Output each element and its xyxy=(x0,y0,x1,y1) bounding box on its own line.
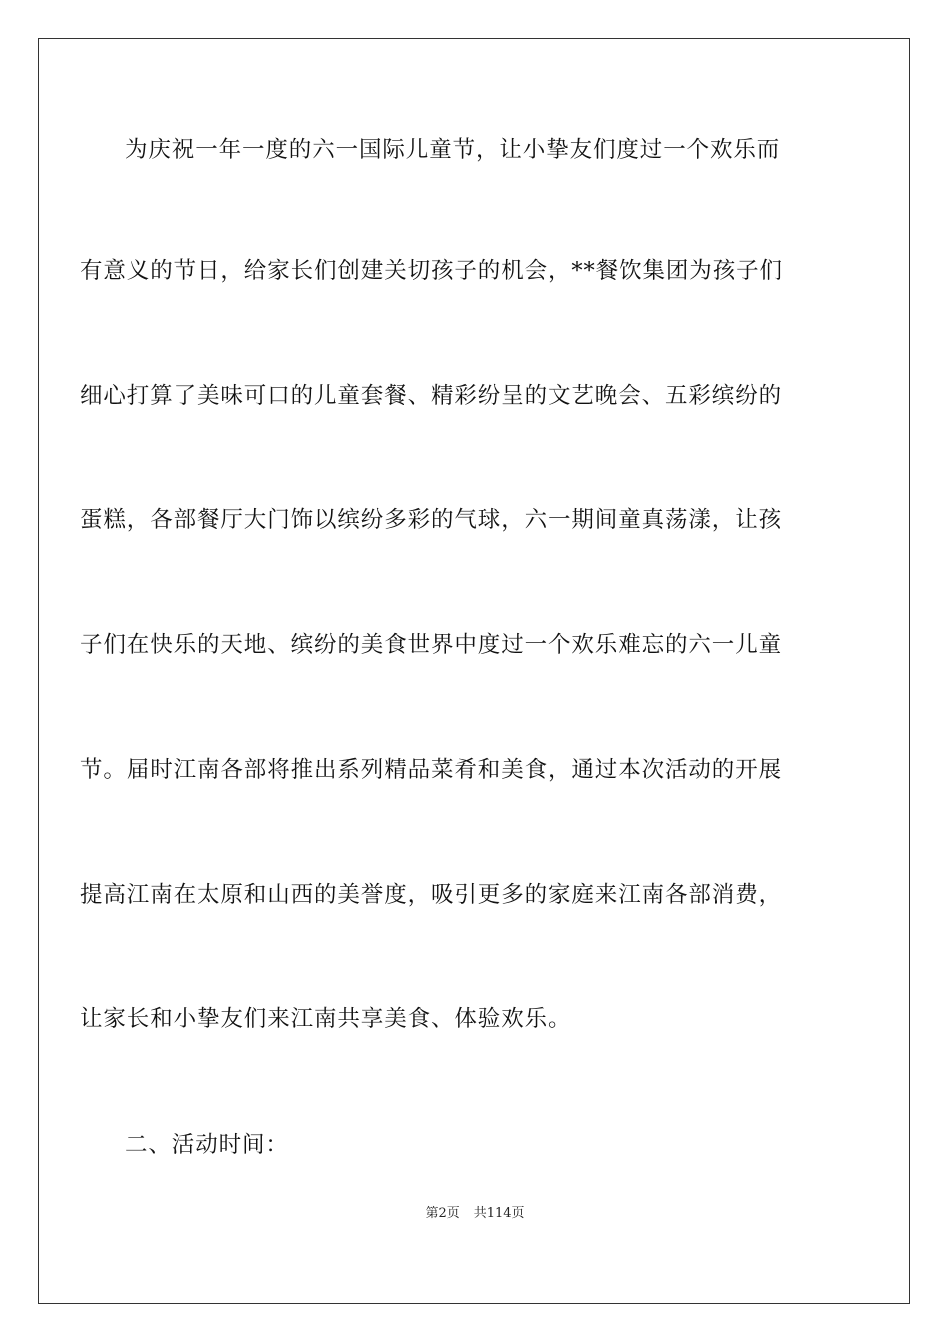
paragraph-line: 蛋糕，各部餐厅大门饰以缤纷多彩的气球，六一期间童真荡漾，让孩 xyxy=(80,507,783,533)
page-number: 第2页 xyxy=(425,1206,460,1221)
paragraph-line: 子们在快乐的天地、缤纷的美食世界中度过一个欢乐难忘的六一儿童 xyxy=(80,632,783,658)
paragraph-line: 有意义的节日，给家长们创建关切孩子的机会，**餐饮集团为孩子们 xyxy=(80,258,783,284)
paragraph-line: 节。届时江南各部将推出系列精品菜肴和美食，通过本次活动的开展 xyxy=(80,757,783,783)
page-frame xyxy=(38,38,910,1304)
paragraph-line: 细心打算了美味可口的儿童套餐、精彩纷呈的文艺晚会、五彩缤纷的 xyxy=(80,383,783,409)
page-total: 共114页 xyxy=(473,1206,525,1221)
page-footer xyxy=(0,1205,950,1223)
section-heading: 二、活动时间： xyxy=(125,1132,289,1158)
paragraph-line: 提高江南在太原和山西的美誉度，吸引更多的家庭来江南各部消费， xyxy=(80,882,783,908)
paragraph-line: 为庆祝一年一度的六一国际儿童节，让小挚友们度过一个欢乐而 xyxy=(125,137,781,163)
paragraph-line: 让家长和小挚友们来江南共享美食、体验欢乐。 xyxy=(80,1006,572,1032)
